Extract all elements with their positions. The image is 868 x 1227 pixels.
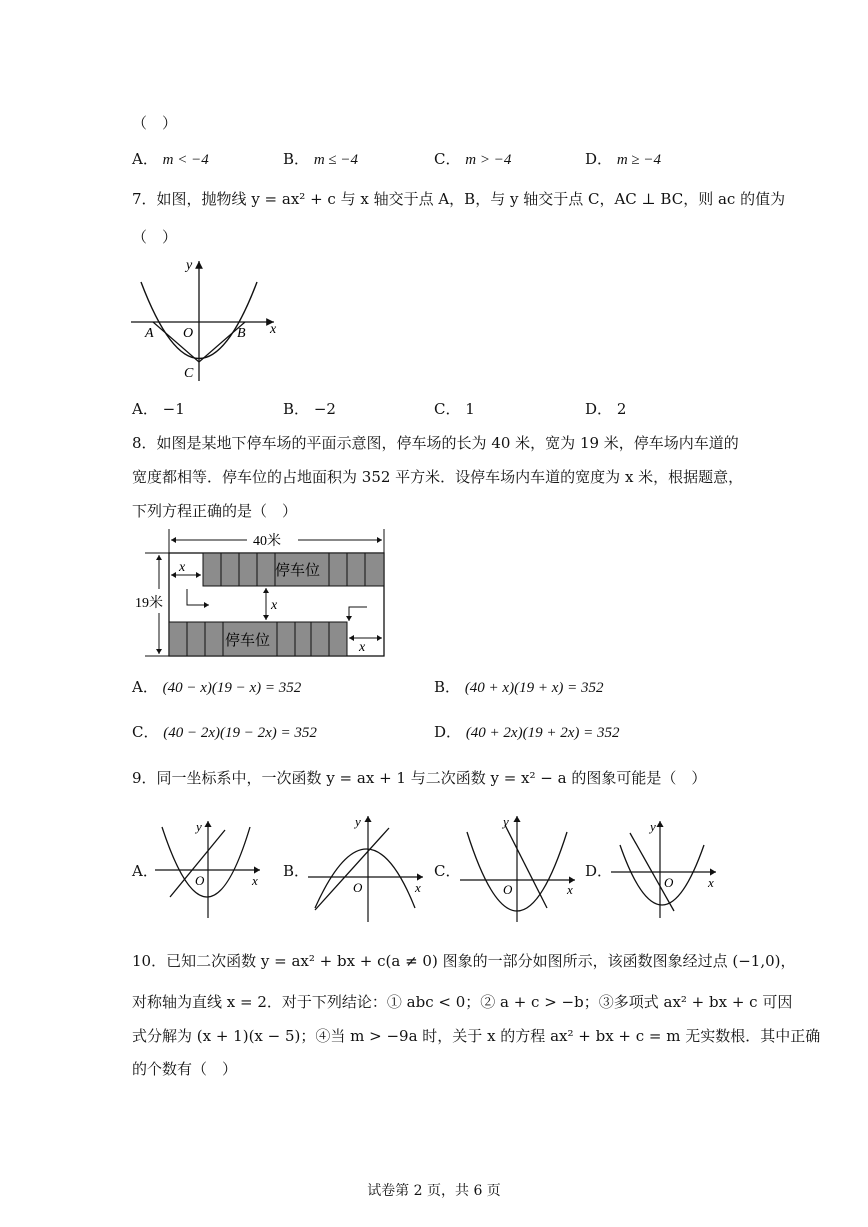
q8-option-a: A． (40 − x)(19 − x) = 352	[132, 678, 302, 696]
x-label-1: x	[179, 560, 186, 575]
svg-text:y: y	[355, 814, 361, 829]
width-label: 19米	[135, 596, 163, 611]
svg-text:x: x	[415, 880, 421, 895]
q7-figure	[128, 255, 283, 385]
q7-option-c: C． 1	[434, 400, 475, 418]
q8-option-b: B． (40 + x)(19 + x) = 352	[434, 678, 604, 696]
q7-option-b: B． −2	[283, 400, 336, 418]
q7-option-d: D． 2	[585, 400, 627, 418]
svg-text:x: x	[252, 873, 258, 888]
q6-option-b: B． m ≤ −4	[283, 150, 358, 168]
lot-top-label: 停车位	[275, 563, 321, 579]
q10-line3: 式分解为 (x + 1)(x − 5)；④当 m > −9a 时，关于 x 的方程 ax² + bx + c = m 无实数根．其中正确	[132, 1027, 821, 1045]
q9-option-c-label: C．	[434, 862, 461, 880]
q10-line4: 的个数有（ ）	[132, 1060, 238, 1078]
page-footer: 试卷第 2 页，共 6 页	[367, 1183, 501, 1199]
q8-option-c: C． (40 − 2x)(19 − 2x) = 352	[132, 723, 317, 741]
q6-option-a: A． m < −4	[132, 150, 209, 168]
origin-label: O	[183, 326, 194, 341]
q10-line1: 10．已知二次函数 y = ax² + bx + c(a ≠ 0) 图象的一部分如图所示，该函数图象经过点 (−1,0)，	[132, 952, 796, 970]
y-label: y	[186, 258, 193, 273]
q9-graph-c	[455, 810, 580, 925]
x-label: x	[270, 322, 277, 337]
q7-option-a: A． −1	[132, 400, 185, 418]
x-label-3: x	[359, 640, 366, 655]
q9-option-b-label: B．	[283, 862, 310, 880]
svg-text:y: y	[503, 814, 509, 829]
svg-text:O: O	[664, 875, 674, 890]
q9-graph-a	[150, 815, 265, 920]
point-c-label: C	[184, 366, 194, 381]
q6-paren: （ ）	[132, 114, 178, 132]
q9-option-a-label: A．	[132, 862, 158, 880]
svg-text:O: O	[353, 880, 363, 895]
svg-text:y: y	[196, 819, 202, 834]
q9-stem: 9．同一坐标系中，一次函数 y = ax + 1 与二次函数 y = x² − a 的图象可能是（ ）	[132, 769, 707, 787]
q8-figure	[135, 527, 390, 662]
x-label-2: x	[271, 598, 278, 613]
q10-line2: 对称轴为直线 x = 2．对于下列结论：① abc < 0；② a + c > −b；③多项式 ax² + bx + c 可因	[132, 993, 793, 1011]
q8-stem-line2: 宽度都相等．停车位的占地面积为 352 平方米．设停车场内车道的宽度为 x 米，根据题意，	[132, 468, 744, 486]
svg-text:x: x	[567, 882, 573, 897]
point-b-label: B	[237, 326, 246, 341]
q9-graph-d	[606, 815, 721, 920]
svg-text:O: O	[195, 873, 205, 888]
q7-stem: 7．如图，抛物线 y = ax² + c 与 x 轴交于点 A，B，与 y 轴交于点 C，AC ⊥ BC，则 ac 的值为	[132, 190, 786, 208]
q8-stem-line3: 下列方程正确的是（ ）	[132, 502, 298, 520]
q8-stem-line1: 8．如图是某地下停车场的平面示意图，停车场的长为 40 米，宽为 19 米，停车场内车道的	[132, 434, 739, 452]
lot-bottom-label: 停车位	[225, 633, 271, 649]
q6-option-c: C． m > −4	[434, 150, 512, 168]
svg-text:O: O	[503, 882, 513, 897]
q7-paren: （ ）	[132, 228, 178, 246]
q6-option-d: D． m ≥ −4	[585, 150, 661, 168]
svg-text:x: x	[708, 875, 714, 890]
q9-graph-b	[303, 810, 428, 925]
q8-option-d: D． (40 + 2x)(19 + 2x) = 352	[434, 723, 620, 741]
svg-text:y: y	[650, 819, 656, 834]
length-label: 40米	[253, 534, 281, 549]
point-a-label: A	[145, 326, 154, 341]
q9-option-d-label: D．	[585, 862, 613, 880]
